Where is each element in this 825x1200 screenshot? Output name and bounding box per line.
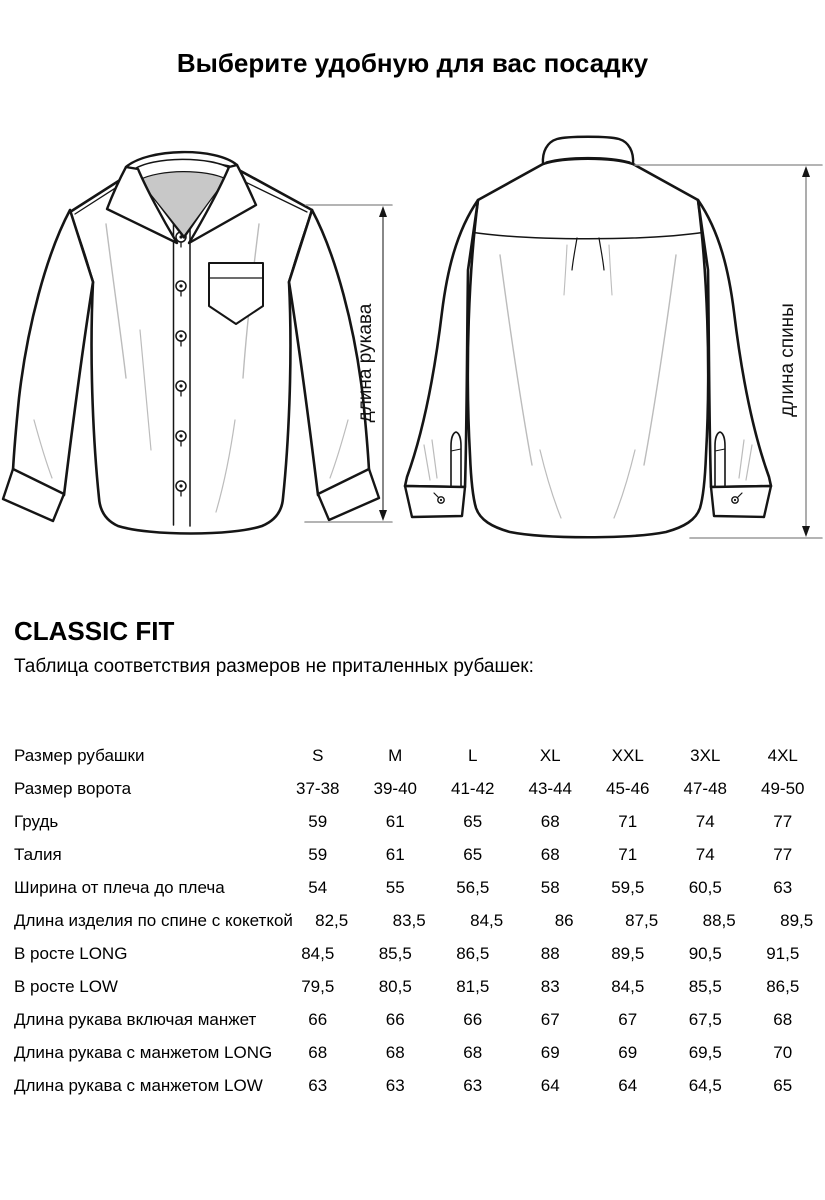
shirt-back-drawing — [405, 137, 771, 538]
shirt-front-drawing — [3, 152, 379, 533]
row-label: Длина рукава с манжетом LONG — [14, 1042, 273, 1062]
cell-value: 71 — [618, 811, 638, 831]
cell-value: 69 — [618, 1042, 638, 1062]
cell-value: 45-46 — [606, 778, 650, 798]
cell-value: 89,5 — [780, 910, 814, 930]
cell-value: 54 — [308, 877, 328, 897]
cell-value: 63 — [463, 1075, 483, 1095]
cell-value: 83,5 — [392, 910, 426, 930]
page-title: Выберите удобную для вас посадку — [176, 48, 649, 78]
size-column-header: XL — [539, 745, 561, 765]
cell-value: 68 — [385, 1042, 405, 1062]
cell-value: 64 — [618, 1075, 638, 1095]
cell-value: 67,5 — [688, 1009, 722, 1029]
cell-value: 68 — [308, 1042, 328, 1062]
cell-value: 43-44 — [528, 778, 572, 798]
size-column-header: XXL — [611, 745, 644, 765]
row-label: Размер ворота — [14, 778, 132, 798]
cell-value: 86 — [554, 910, 574, 930]
cell-value: 39-40 — [373, 778, 417, 798]
table-row — [14, 772, 822, 805]
cell-value: 66 — [463, 1009, 483, 1029]
cell-value: 65 — [463, 811, 483, 831]
row-label: Грудь — [14, 811, 59, 831]
cell-value: 37-38 — [296, 778, 340, 798]
cell-value: 83 — [540, 976, 560, 996]
cell-value: 86,5 — [766, 976, 800, 996]
row-label: В росте LONG — [14, 943, 128, 963]
size-table — [14, 739, 822, 1102]
table-row — [14, 1069, 822, 1102]
cell-value: 41-42 — [451, 778, 495, 798]
cell-value: 79,5 — [301, 976, 335, 996]
cell-value: 67 — [618, 1009, 638, 1029]
cell-value: 81,5 — [456, 976, 490, 996]
cell-value: 59 — [308, 811, 328, 831]
cell-value: 64 — [540, 1075, 560, 1095]
cell-value: 55 — [385, 877, 405, 897]
row-label: Ширина от плеча до плеча — [14, 877, 225, 897]
cell-value: 91,5 — [766, 943, 800, 963]
cell-value: 70 — [773, 1042, 793, 1062]
shirt-diagrams — [0, 120, 825, 600]
table-subtitle: Таблица соответствия размеров не приталенных рубашек: — [14, 656, 534, 677]
size-column-header: M — [388, 745, 403, 765]
cell-value: 69 — [540, 1042, 560, 1062]
cell-value: 74 — [695, 844, 715, 864]
cell-value: 59 — [308, 844, 328, 864]
cell-value: 71 — [618, 844, 638, 864]
cell-value: 63 — [773, 877, 793, 897]
cell-value: 68 — [463, 1042, 483, 1062]
table-row — [14, 838, 822, 871]
cell-value: 63 — [385, 1075, 405, 1095]
size-column-header: L — [468, 745, 478, 765]
table-row — [14, 970, 822, 1003]
row-label: Длина изделия по спине с кокеткой — [14, 910, 293, 930]
cell-value: 63 — [308, 1075, 328, 1095]
cell-value: 88,5 — [702, 910, 736, 930]
cell-value: 68 — [540, 811, 560, 831]
header-label: Размер рубашки — [14, 745, 145, 765]
cell-value: 86,5 — [456, 943, 490, 963]
cell-value: 77 — [773, 844, 793, 864]
cell-value: 87,5 — [625, 910, 659, 930]
table-row — [14, 937, 822, 970]
sleeve-length-label: длина рукава — [355, 303, 377, 423]
size-column-header: 3XL — [690, 745, 721, 765]
cell-value: 84,5 — [301, 943, 335, 963]
row-label: Длина рукава с манжетом LOW — [14, 1075, 263, 1095]
table-row — [14, 1036, 822, 1069]
cell-value: 69,5 — [688, 1042, 722, 1062]
cell-value: 68 — [773, 1009, 793, 1029]
cell-value: 61 — [385, 811, 405, 831]
cell-value: 84,5 — [470, 910, 504, 930]
cell-value: 49-50 — [761, 778, 805, 798]
cell-value: 65 — [773, 1075, 793, 1095]
cell-value: 59,5 — [611, 877, 645, 897]
table-header-row — [14, 739, 822, 772]
cell-value: 84,5 — [611, 976, 645, 996]
table-row — [14, 1003, 822, 1036]
cell-value: 82,5 — [315, 910, 349, 930]
cell-value: 85,5 — [688, 976, 722, 996]
cell-value: 88 — [540, 943, 560, 963]
row-label: В росте LOW — [14, 976, 118, 996]
size-column-header: S — [312, 745, 324, 765]
cell-value: 64,5 — [688, 1075, 722, 1095]
cell-value: 80,5 — [378, 976, 412, 996]
cell-value: 47-48 — [683, 778, 727, 798]
cell-value: 89,5 — [611, 943, 645, 963]
cell-value: 66 — [385, 1009, 405, 1029]
table-row — [14, 904, 822, 937]
back-length-label: длина спины — [777, 303, 799, 417]
table-row — [14, 805, 822, 838]
back-collar — [543, 137, 633, 164]
cell-value: 77 — [773, 811, 793, 831]
row-label: Длина рукава включая манжет — [14, 1009, 257, 1029]
cell-value: 65 — [463, 844, 483, 864]
row-label: Талия — [14, 844, 62, 864]
cell-value: 90,5 — [688, 943, 722, 963]
cell-value: 61 — [385, 844, 405, 864]
cell-value: 74 — [695, 811, 715, 831]
cell-value: 67 — [540, 1009, 560, 1029]
cell-value: 85,5 — [378, 943, 412, 963]
cell-value: 58 — [540, 877, 560, 897]
fit-heading: CLASSIC FIT — [14, 616, 175, 646]
cell-value: 66 — [308, 1009, 328, 1029]
table-row — [14, 871, 822, 904]
cell-value: 56,5 — [456, 877, 490, 897]
size-column-header: 4XL — [767, 745, 798, 765]
cell-value: 60,5 — [688, 877, 722, 897]
cell-value: 68 — [540, 844, 560, 864]
